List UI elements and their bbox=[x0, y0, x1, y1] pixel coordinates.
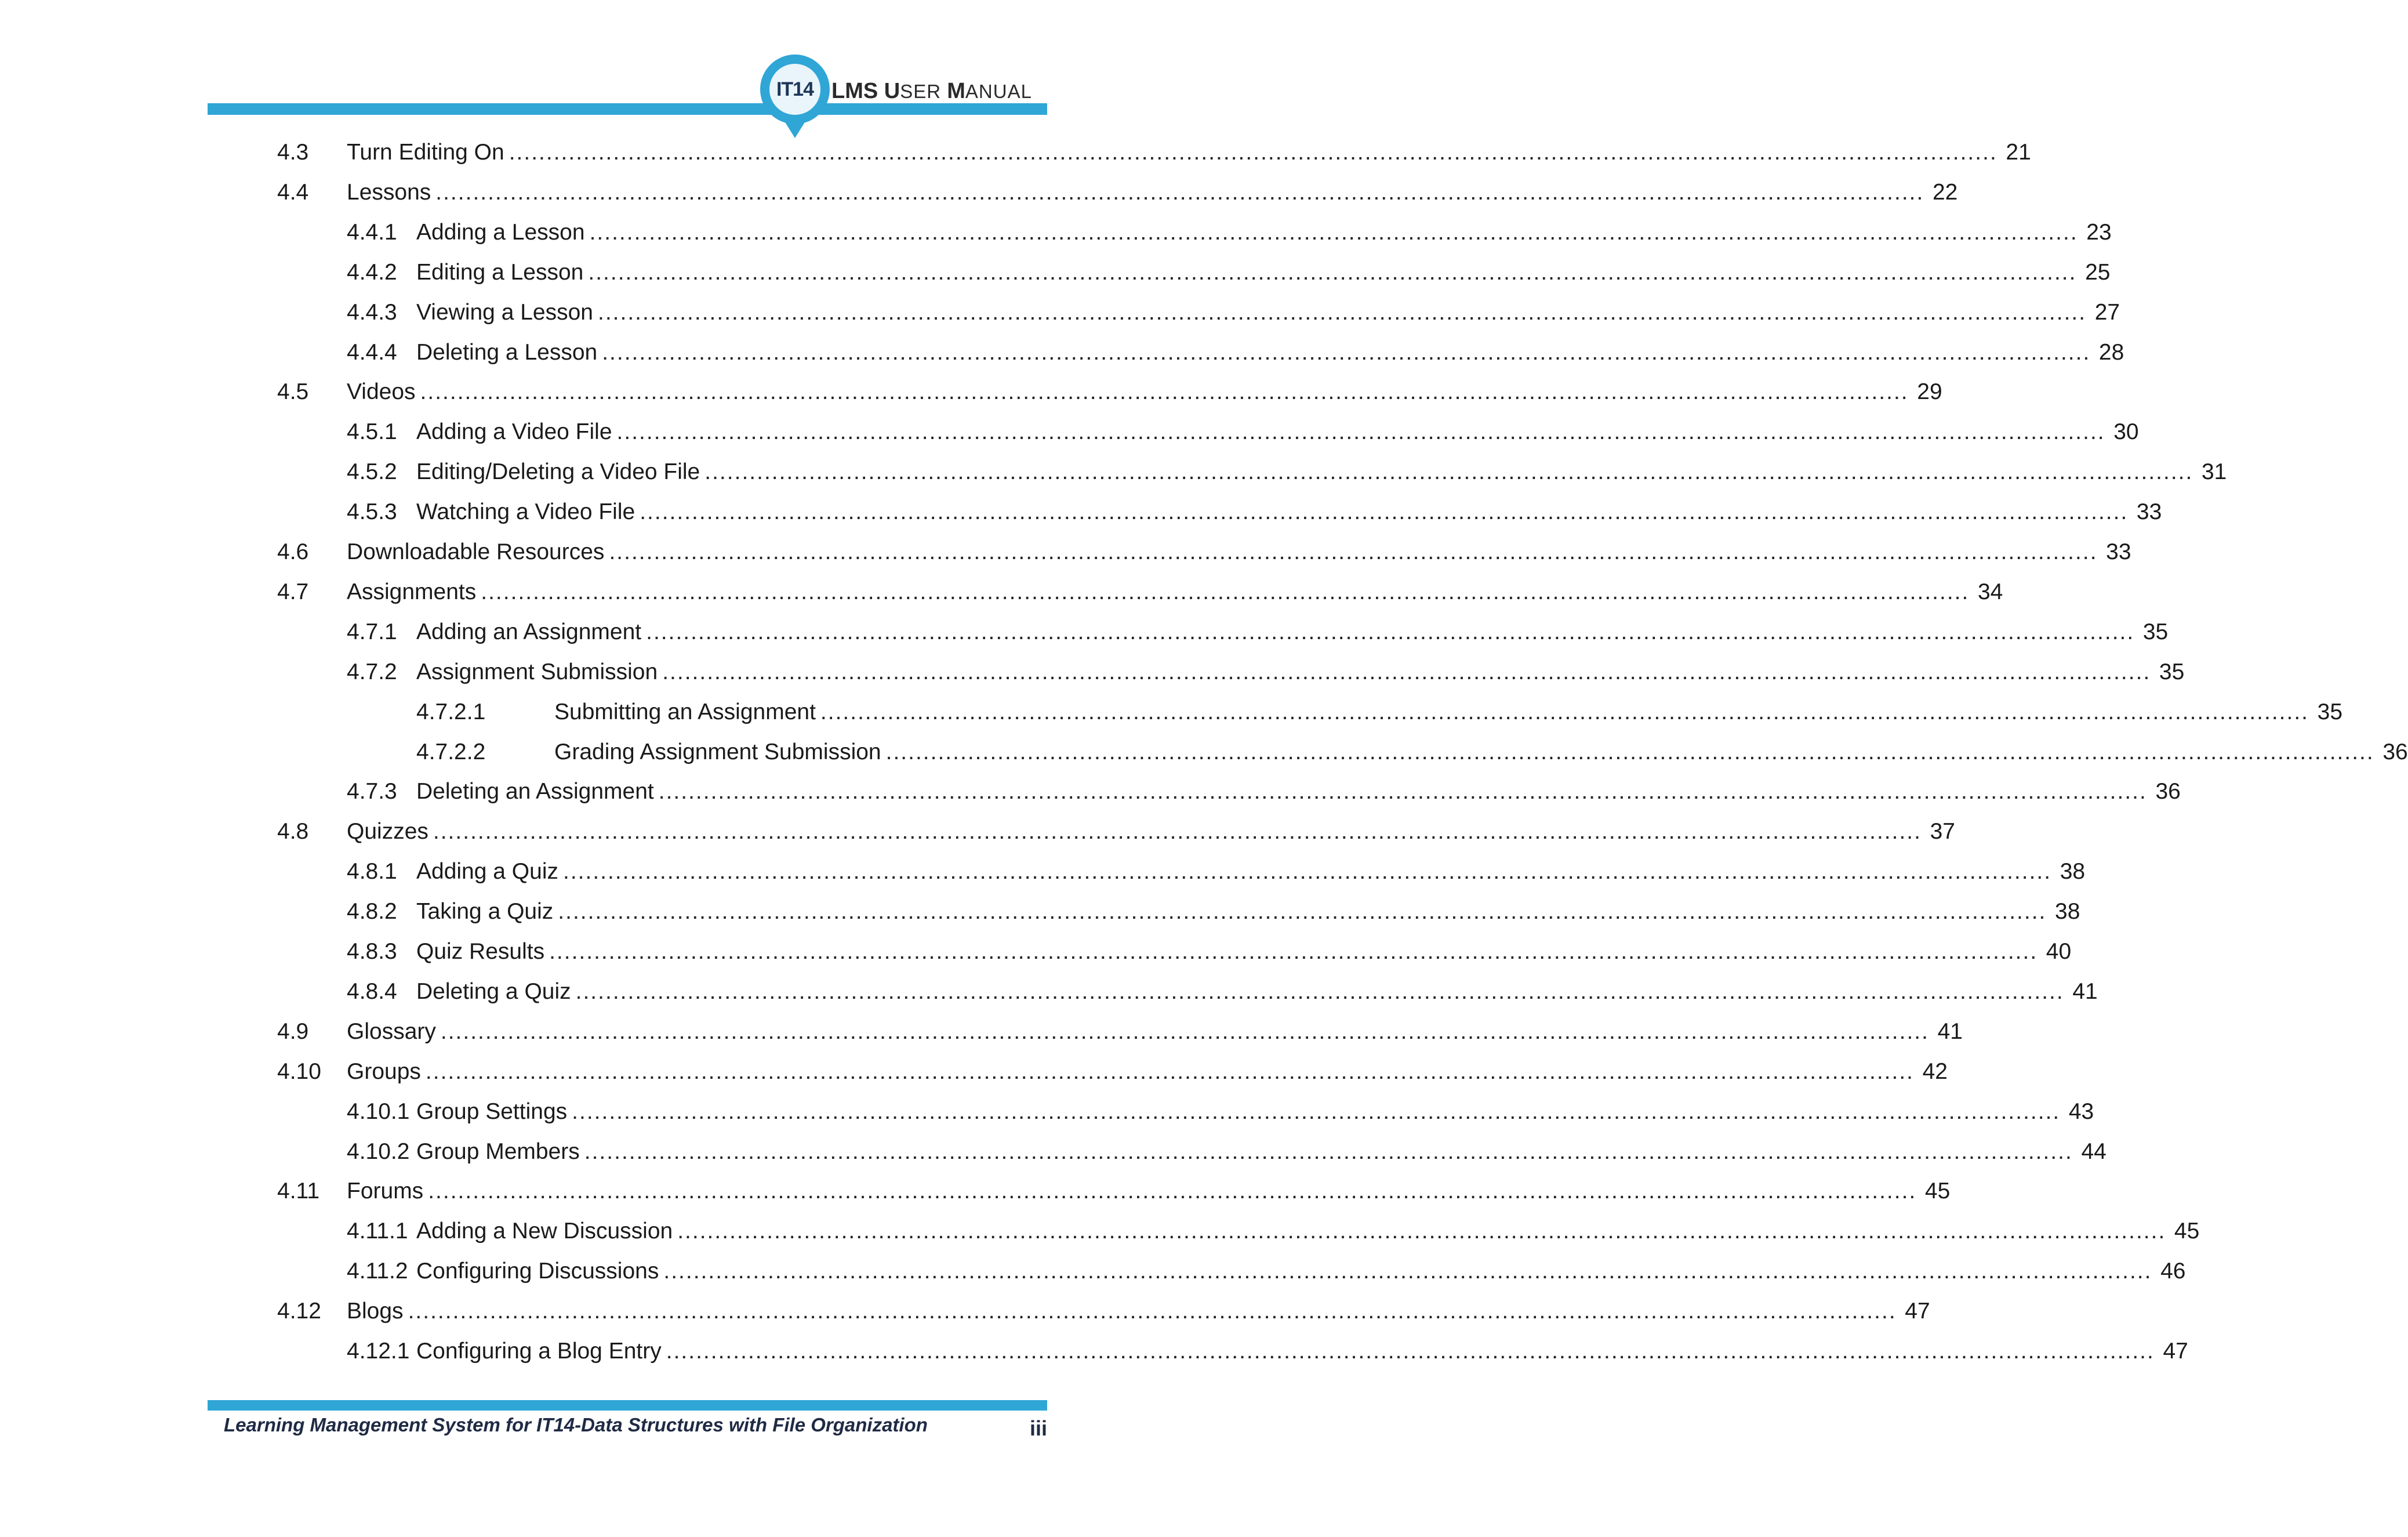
toc-entry-line bbox=[347, 1297, 1930, 1325]
dot-leader: ........................................................................................................................................................................................................ bbox=[589, 220, 2078, 245]
toc-entry-number: 4.10 bbox=[277, 1059, 321, 1084]
toc-entry[interactable] bbox=[0, 1217, 2200, 1245]
dot-leader: ........................................................................................................................................................................................................ bbox=[425, 1059, 1914, 1084]
toc-entry-title: Forums bbox=[347, 1179, 424, 1204]
toc-entry-title: Adding a Video File bbox=[416, 419, 612, 444]
toc-entry[interactable] bbox=[0, 299, 2120, 327]
dot-leader: ........................................................................................................................................................................................................ bbox=[609, 539, 2098, 564]
toc-entry-page: 37 bbox=[1930, 819, 1955, 844]
toc-entry-number: 4.4.1 bbox=[347, 220, 397, 245]
title-part-4: ANUAL bbox=[965, 81, 1032, 102]
toc-entry-line bbox=[416, 1337, 2188, 1365]
toc-entry-number: 4.10.2 bbox=[347, 1139, 410, 1164]
toc-entry-line bbox=[347, 1018, 1963, 1046]
toc-entry-line bbox=[416, 1098, 2094, 1126]
title-part-3: M bbox=[947, 79, 965, 103]
dot-leader: ........................................................................................................................................................................................................ bbox=[549, 939, 2038, 964]
toc-entry[interactable] bbox=[0, 818, 1955, 846]
toc-entry-number: 4.7.3 bbox=[347, 779, 397, 804]
toc-entry-line bbox=[416, 618, 2169, 646]
toc-entry-line bbox=[416, 339, 2124, 367]
dot-leader: ........................................................................................................................................................................................................ bbox=[602, 340, 2091, 365]
toc-entry-title: Assignments bbox=[347, 579, 477, 604]
toc-entry[interactable] bbox=[0, 1138, 2106, 1166]
toc-entry-number: 4.7.2.1 bbox=[416, 699, 486, 724]
toc-entry-page: 28 bbox=[2098, 340, 2124, 365]
toc-entry-line bbox=[416, 978, 2098, 1006]
toc-entry[interactable] bbox=[0, 578, 2003, 606]
dot-leader: ........................................................................................................................................................................................................ bbox=[885, 740, 2374, 764]
toc-entry-number: 4.5 bbox=[277, 379, 309, 404]
toc-entry-title: Groups bbox=[347, 1059, 421, 1084]
toc-entry-number: 4.4.4 bbox=[347, 340, 397, 365]
toc-entry-number: 4.7.1 bbox=[347, 619, 397, 644]
toc-entry[interactable] bbox=[0, 498, 2162, 526]
toc-entry-page: 41 bbox=[2072, 979, 2098, 1004]
toc-entry-title: Configuring a Blog Entry bbox=[416, 1339, 662, 1364]
toc-entry-line bbox=[347, 378, 1942, 406]
dot-leader: ........................................................................................................................................................................................................ bbox=[435, 180, 1924, 205]
dot-leader: ........................................................................................................................................................................................................ bbox=[820, 699, 2309, 724]
toc-entry-page: 36 bbox=[2155, 779, 2181, 804]
toc-entry[interactable] bbox=[0, 1257, 2186, 1285]
toc-entry-number: 4.10.1 bbox=[347, 1099, 410, 1124]
toc-entry-title: Downloadable Resources bbox=[347, 539, 605, 564]
toc-entry-page: 29 bbox=[1917, 379, 1942, 404]
toc-entry-number: 4.4.2 bbox=[347, 260, 397, 285]
toc-entry-line bbox=[416, 1257, 2186, 1285]
toc-entry-page: 33 bbox=[2136, 499, 2162, 524]
toc-entry-line bbox=[347, 1177, 1951, 1205]
toc-entry-number: 4.11 bbox=[277, 1179, 320, 1204]
toc-entry-line bbox=[554, 698, 2343, 726]
toc-entry-line bbox=[416, 1217, 2200, 1245]
toc-entry-page: 35 bbox=[2142, 619, 2169, 644]
dot-leader: ........................................................................................................................................................................................................ bbox=[440, 1019, 1929, 1044]
toc-entry-line bbox=[416, 418, 2139, 446]
toc-entry[interactable] bbox=[0, 538, 2131, 566]
toc-entry-title: Deleting a Lesson bbox=[416, 340, 598, 365]
toc-entry-number: 4.6 bbox=[277, 539, 309, 564]
toc-entry[interactable] bbox=[0, 618, 2169, 646]
toc-entry-title: Deleting an Assignment bbox=[416, 779, 654, 804]
dot-leader: ........................................................................................................................................................................................................ bbox=[616, 419, 2105, 444]
toc-entry-number: 4.3 bbox=[277, 140, 309, 165]
toc-entry-line bbox=[347, 538, 2131, 566]
toc-entry[interactable] bbox=[0, 698, 2343, 726]
toc-entry-page: 21 bbox=[2006, 140, 2031, 165]
toc-entry-title: Adding a New Discussion bbox=[416, 1219, 673, 1244]
toc-entry-title: Quizzes bbox=[347, 819, 428, 844]
toc-entry[interactable] bbox=[0, 339, 2124, 367]
toc-entry-title: Blogs bbox=[347, 1299, 404, 1324]
toc-entry-title: Turn Editing On bbox=[347, 140, 504, 165]
toc-entry[interactable] bbox=[0, 1177, 1951, 1205]
footer-page-number: iii bbox=[1030, 1416, 1048, 1440]
toc-entry-title: Adding an Assignment bbox=[416, 619, 642, 644]
toc-entry[interactable] bbox=[0, 938, 2072, 966]
toc-entry[interactable] bbox=[0, 378, 1942, 406]
toc-entry-number: 4.12 bbox=[277, 1299, 321, 1324]
dot-leader: ........................................................................................................................................................................................................ bbox=[563, 859, 2052, 884]
toc-entry[interactable] bbox=[0, 658, 2185, 686]
toc-entry-line bbox=[347, 179, 1958, 206]
it14-logo-badge bbox=[758, 55, 831, 140]
toc-entry-line bbox=[416, 898, 2080, 926]
toc-entry-line bbox=[416, 498, 2162, 526]
toc-entry-page: 38 bbox=[2055, 899, 2080, 924]
dot-leader: ........................................................................................................................................................................................................ bbox=[408, 1299, 1897, 1324]
toc-entry[interactable] bbox=[0, 978, 2098, 1006]
toc-entry-title: Configuring Discussions bbox=[416, 1259, 659, 1284]
toc-entry[interactable] bbox=[0, 1337, 2188, 1365]
toc-entry-page: 36 bbox=[2382, 740, 2408, 764]
toc-entry-number: 4.4.3 bbox=[347, 300, 397, 325]
toc-entry-number: 4.11.2 bbox=[347, 1259, 408, 1284]
badge-label: IT14 bbox=[776, 78, 814, 100]
toc-entry-title: Quiz Results bbox=[416, 939, 545, 964]
dot-leader: ........................................................................................................................................................................................................ bbox=[704, 459, 2193, 484]
toc-entry-title: Lessons bbox=[347, 180, 431, 205]
toc-entry[interactable] bbox=[0, 219, 2112, 246]
toc-entry-number: 4.8.2 bbox=[347, 899, 397, 924]
toc-entry-line bbox=[416, 259, 2111, 287]
dot-leader: ........................................................................................................................................................................................................ bbox=[677, 1219, 2166, 1244]
toc-entry-number: 4.8.3 bbox=[347, 939, 397, 964]
dot-leader: ........................................................................................................................................................................................................ bbox=[420, 379, 1909, 404]
toc-entry-line bbox=[416, 858, 2086, 886]
toc-entry-line bbox=[416, 458, 2227, 486]
toc-entry-title: Grading Assignment Submission bbox=[554, 740, 881, 764]
toc-entry-number: 4.8 bbox=[277, 819, 309, 844]
toc-entry-page: 38 bbox=[2060, 859, 2086, 884]
toc-entry-title: Videos bbox=[347, 379, 416, 404]
toc-entry[interactable] bbox=[0, 1018, 1963, 1046]
toc-entry-title: Editing/Deleting a Video File bbox=[416, 459, 700, 484]
toc-entry-line bbox=[347, 139, 2031, 166]
toc-entry-title: Watching a Video File bbox=[416, 499, 635, 524]
dot-leader: ........................................................................................................................................................................................................ bbox=[584, 1139, 2073, 1164]
dot-leader: ........................................................................................................................................................................................................ bbox=[598, 300, 2087, 325]
toc-entry-number: 4.7.2.2 bbox=[416, 740, 486, 764]
toc-entry-number: 4.11.1 bbox=[347, 1219, 408, 1244]
toc-entry-page: 35 bbox=[2317, 699, 2343, 724]
manual-title bbox=[831, 79, 1032, 104]
dot-leader: ........................................................................................................................................................................................................ bbox=[646, 619, 2135, 644]
title-part-2: SER bbox=[900, 81, 947, 102]
toc-entry-number: 4.8.1 bbox=[347, 859, 397, 884]
toc-entry-page: 46 bbox=[2160, 1259, 2186, 1284]
toc-entry-title: Taking a Quiz bbox=[416, 899, 554, 924]
toc-entry-page: 31 bbox=[2201, 459, 2227, 484]
footer-bar bbox=[208, 1400, 1047, 1411]
toc-entry-line bbox=[416, 778, 2181, 806]
toc-entry-title: Group Members bbox=[416, 1139, 580, 1164]
toc-entry-line bbox=[416, 219, 2112, 246]
toc-entry[interactable] bbox=[0, 139, 2031, 166]
dot-leader: ........................................................................................................................................................................................................ bbox=[481, 579, 1970, 604]
toc-entry-line bbox=[416, 299, 2120, 327]
toc-entry-number: 4.5.1 bbox=[347, 419, 397, 444]
toc-entry-title: Assignment Submission bbox=[416, 659, 658, 684]
toc-entry[interactable] bbox=[0, 898, 2080, 926]
toc-entry-number: 4.8.4 bbox=[347, 979, 397, 1004]
toc-entry[interactable] bbox=[0, 1098, 2094, 1126]
dot-leader: ........................................................................................................................................................................................................ bbox=[588, 260, 2077, 285]
toc-entry-page: 35 bbox=[2159, 659, 2185, 684]
toc-entry-page: 25 bbox=[2085, 260, 2111, 285]
dot-leader: ........................................................................................................................................................................................................ bbox=[558, 899, 2047, 924]
toc-entry[interactable] bbox=[0, 179, 1958, 206]
toc-entry-title: Editing a Lesson bbox=[416, 260, 584, 285]
toc-entry-page: 42 bbox=[1922, 1059, 1948, 1084]
dot-leader: ........................................................................................................................................................................................................ bbox=[666, 1339, 2155, 1364]
toc-entry-title: Viewing a Lesson bbox=[416, 300, 593, 325]
toc-entry-page: 43 bbox=[2068, 1099, 2094, 1124]
toc-entry-page: 47 bbox=[1905, 1299, 1930, 1324]
toc-entry-page: 22 bbox=[1932, 180, 1958, 205]
dot-leader: ........................................................................................................................................................................................................ bbox=[572, 1099, 2061, 1124]
toc-entry-line bbox=[554, 738, 2408, 766]
toc-entry-page: 40 bbox=[2046, 939, 2072, 964]
toc-entry[interactable] bbox=[0, 778, 2181, 806]
toc-entry-page: 44 bbox=[2081, 1139, 2106, 1164]
dot-leader: ........................................................................................................................................................................................................ bbox=[663, 1259, 2152, 1284]
dot-leader: ........................................................................................................................................................................................................ bbox=[662, 659, 2151, 684]
toc-entry[interactable] bbox=[0, 1297, 1930, 1325]
toc-entry-page: 33 bbox=[2106, 539, 2131, 564]
toc-entry[interactable] bbox=[0, 418, 2139, 446]
toc-entry-page: 23 bbox=[2086, 220, 2112, 245]
toc-entry[interactable] bbox=[0, 458, 2227, 486]
toc-entry-page: 41 bbox=[1937, 1019, 1963, 1044]
badge-inner bbox=[769, 64, 820, 115]
toc-entry-line bbox=[416, 1138, 2106, 1166]
toc-entry-page: 30 bbox=[2113, 419, 2139, 444]
dot-leader: ........................................................................................................................................................................................................ bbox=[433, 819, 1922, 844]
footer-title: Learning Management System for IT14-Data Structures with File Organization bbox=[224, 1414, 928, 1436]
toc-entry-line bbox=[347, 818, 1955, 846]
title-part-1: LMS U bbox=[831, 79, 900, 103]
toc-entry[interactable] bbox=[0, 1058, 1948, 1086]
toc-entry-title: Group Settings bbox=[416, 1099, 568, 1124]
toc-entry[interactable] bbox=[0, 738, 2408, 766]
toc-entry-title: Adding a Lesson bbox=[416, 220, 585, 245]
toc-entry-page: 45 bbox=[2174, 1219, 2200, 1244]
dot-leader: ........................................................................................................................................................................................................ bbox=[658, 779, 2147, 804]
toc-entry-title: Submitting an Assignment bbox=[554, 699, 816, 724]
toc-entry-page: 45 bbox=[1924, 1179, 1951, 1204]
toc-entry[interactable] bbox=[0, 259, 2111, 287]
toc-entry-number: 4.9 bbox=[277, 1019, 309, 1044]
toc-entry-number: 4.7.2 bbox=[347, 659, 397, 684]
toc-entry-page: 47 bbox=[2163, 1339, 2188, 1364]
header-bar bbox=[208, 103, 1047, 115]
toc-entry-page: 27 bbox=[2094, 300, 2120, 325]
dot-leader: ........................................................................................................................................................................................................ bbox=[428, 1179, 1917, 1204]
dot-leader: ........................................................................................................................................................................................................ bbox=[640, 499, 2129, 524]
toc-entry-number: 4.4 bbox=[277, 180, 309, 205]
toc-entry[interactable] bbox=[0, 858, 2086, 886]
toc-entry-page: 34 bbox=[1977, 579, 2003, 604]
toc-entry-number: 4.7 bbox=[277, 579, 309, 604]
toc-entry-title: Deleting a Quiz bbox=[416, 979, 571, 1004]
toc-entry-title: Adding a Quiz bbox=[416, 859, 558, 884]
dot-leader: ........................................................................................................................................................................................................ bbox=[575, 979, 2064, 1004]
toc-entry-line bbox=[416, 938, 2072, 966]
toc-entry-line bbox=[347, 1058, 1948, 1086]
dot-leader: ........................................................................................................................................................................................................ bbox=[509, 140, 1997, 165]
toc-entry-line bbox=[347, 578, 2003, 606]
toc-entry-number: 4.5.2 bbox=[347, 459, 397, 484]
toc-entry-line bbox=[416, 658, 2185, 686]
toc-entry-number: 4.5.3 bbox=[347, 499, 397, 524]
toc-entry-title: Glossary bbox=[347, 1019, 436, 1044]
toc-entry-number: 4.12.1 bbox=[347, 1339, 410, 1364]
